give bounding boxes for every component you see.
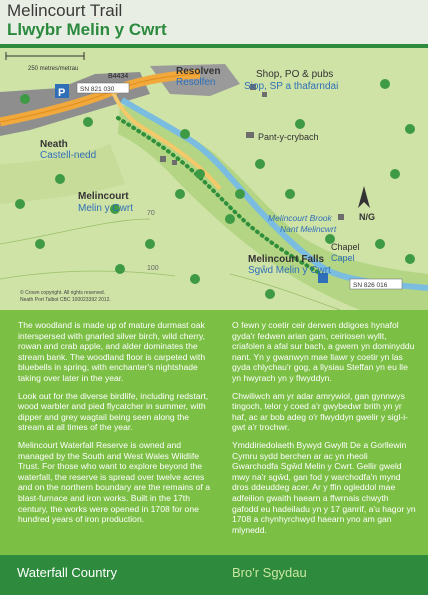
tree-icon <box>235 189 245 199</box>
english-paragraph: Melincourt Waterfall Reserve is owned and managed by the South and West Wales Wildlife Trust. For those who want to explore beyond the waterfall, the reserve is spread over twelve acres and on the northern boundary are the remains of a blast-furnace and iron works. Built in the 17th century, the works were opened in 1708 for one hundred years of iron production. <box>18 439 211 525</box>
place-resolven: Resolven <box>176 66 221 77</box>
tree-icon <box>145 239 155 249</box>
place-resolven-welsh: Resolfen <box>176 77 216 88</box>
page-title-welsh: Llwybr Melin y Cwrt <box>7 20 167 39</box>
tree-icon <box>265 289 275 299</box>
tree-icon <box>405 124 415 134</box>
tree-icon <box>180 129 190 139</box>
tree-icon <box>375 239 385 249</box>
scale-label: 250 metres/metrаu <box>28 66 79 72</box>
tree-icon <box>285 189 295 199</box>
place-melincourt-welsh: Melin y Cwrt <box>78 203 134 214</box>
tree-icon <box>55 174 65 184</box>
place-pant-y-crybach: Pant-y-crybach <box>258 132 319 142</box>
brook-label: Melincourt Brook <box>268 213 332 223</box>
tree-icon <box>295 119 305 129</box>
footer-bar <box>0 555 428 595</box>
place-falls-welsh: Sgŵd Melin y Cwrt <box>248 265 331 276</box>
tree-icon <box>15 199 25 209</box>
place-shops: Shop, PO & pubs <box>256 69 334 80</box>
place-falls: Melincourt Falls <box>248 254 325 265</box>
copyright-line-2: Neath Port Talbot CBC 100023392 2012. <box>20 297 111 303</box>
tree-icon <box>175 189 185 199</box>
welsh-paragraph: Ymddiriedolaeth Bywyd Gwyllt De a Gorllewin Cymru sydd berchen ar ac yn rheoli Gwarchodfa Sgŵd Melin y Cwrt. Gellir gweld mwy na'r sgŵd, gan fod y warchodfa'n mynd dros ddeuddeg acer. Ar y ffin ogleddol mae adfeilion gwaith haearn a ffwrnais chwyth gafodd eu hadeiladu yn y 17 ganrif, a'u hagor yn 1708 a chynhyrchwyd haearn yno am gan mlynedd. <box>232 439 416 535</box>
english-paragraph: Look out for the diverse birdlife, including redstart, wood warbler and pied flycatcher in summer, with dipper and grey wagtail being seen along the stream at all times of the year. <box>18 390 209 433</box>
tree-icon <box>390 169 400 179</box>
page-title: Melincourt Trail <box>7 1 123 20</box>
description-panel <box>0 310 428 555</box>
tree-icon <box>83 117 93 127</box>
brook-label-welsh: Nant Melincwrt <box>280 224 337 234</box>
place-shops-welsh: Siop, SP a thafarndai <box>244 81 339 92</box>
tree-icon <box>20 94 30 104</box>
grid-ref-falls: SN 826 016 <box>353 282 388 289</box>
building-icon <box>246 132 254 138</box>
welsh-paragraph: O fewn y coetir ceir derwen ddigoes hynafol gyda'r fedwen arian gam, ceiriosen wyllt, criafolen a afal sur bach, a gwern yn dominyddu nant. Yn y gwanwyn mae llawr y coetir yn las gyda chlychau'r gog, a llysiau Steffan yn eu lle yn hwyrach yn y flwyddyn. <box>232 320 415 383</box>
english-paragraph: The woodland is made up of mature durmast oak interspersed with gnarled silver birch, wild cherry, rowan and crab apple, and alder dominates the stream bank. The woodland floor is carpeted with bluebells in spring, with enchanter's nightshade taking over later in the year. <box>18 320 206 383</box>
english-text-column <box>18 320 212 532</box>
place-melincourt: Melincourt <box>78 191 129 202</box>
building-icon <box>338 214 344 220</box>
place-chapel-welsh: Capel <box>331 253 355 263</box>
parking-symbol: P <box>58 87 66 99</box>
contour-label-100: 100 <box>147 265 159 272</box>
tree-icon <box>195 169 205 179</box>
tree-icon <box>190 274 200 284</box>
header <box>0 0 428 44</box>
copyright-line-1: © Crown copyright. All rights reserved. <box>20 290 106 296</box>
place-neath: Neath <box>40 139 68 150</box>
north-label: N/G <box>359 212 376 222</box>
road-label: B4434 <box>108 73 129 80</box>
tree-icon <box>380 79 390 89</box>
contour-label-70: 70 <box>147 210 155 217</box>
building-icon <box>172 160 177 165</box>
grid-ref-top: SN 821 030 <box>80 86 115 93</box>
welsh-paragraph: Chwiliwch am yr adar amrywiol, gan gynnwys tingoch, telor y coed a'r gwybedwr brith yn yr haf, ac ar bob adeg o'r flwyddyn gwelir y sigl-i-gwt a'r trochwr. <box>232 390 408 433</box>
trail-map <box>0 44 428 310</box>
map-top-border <box>0 44 428 48</box>
building-icon <box>160 156 166 162</box>
tree-icon <box>35 239 45 249</box>
map-svg <box>0 44 428 310</box>
tree-icon <box>255 159 265 169</box>
place-neath-welsh: Castell-nedd <box>40 150 97 161</box>
building-icon <box>262 92 267 97</box>
place-chapel: Chapel <box>331 242 360 252</box>
footer-title-welsh: Bro'r Sgydau <box>232 565 307 580</box>
tree-icon <box>405 254 415 264</box>
footer-title: Waterfall Country <box>17 565 117 580</box>
welsh-text-column <box>232 320 416 542</box>
tree-icon <box>225 214 235 224</box>
tree-icon <box>115 264 125 274</box>
